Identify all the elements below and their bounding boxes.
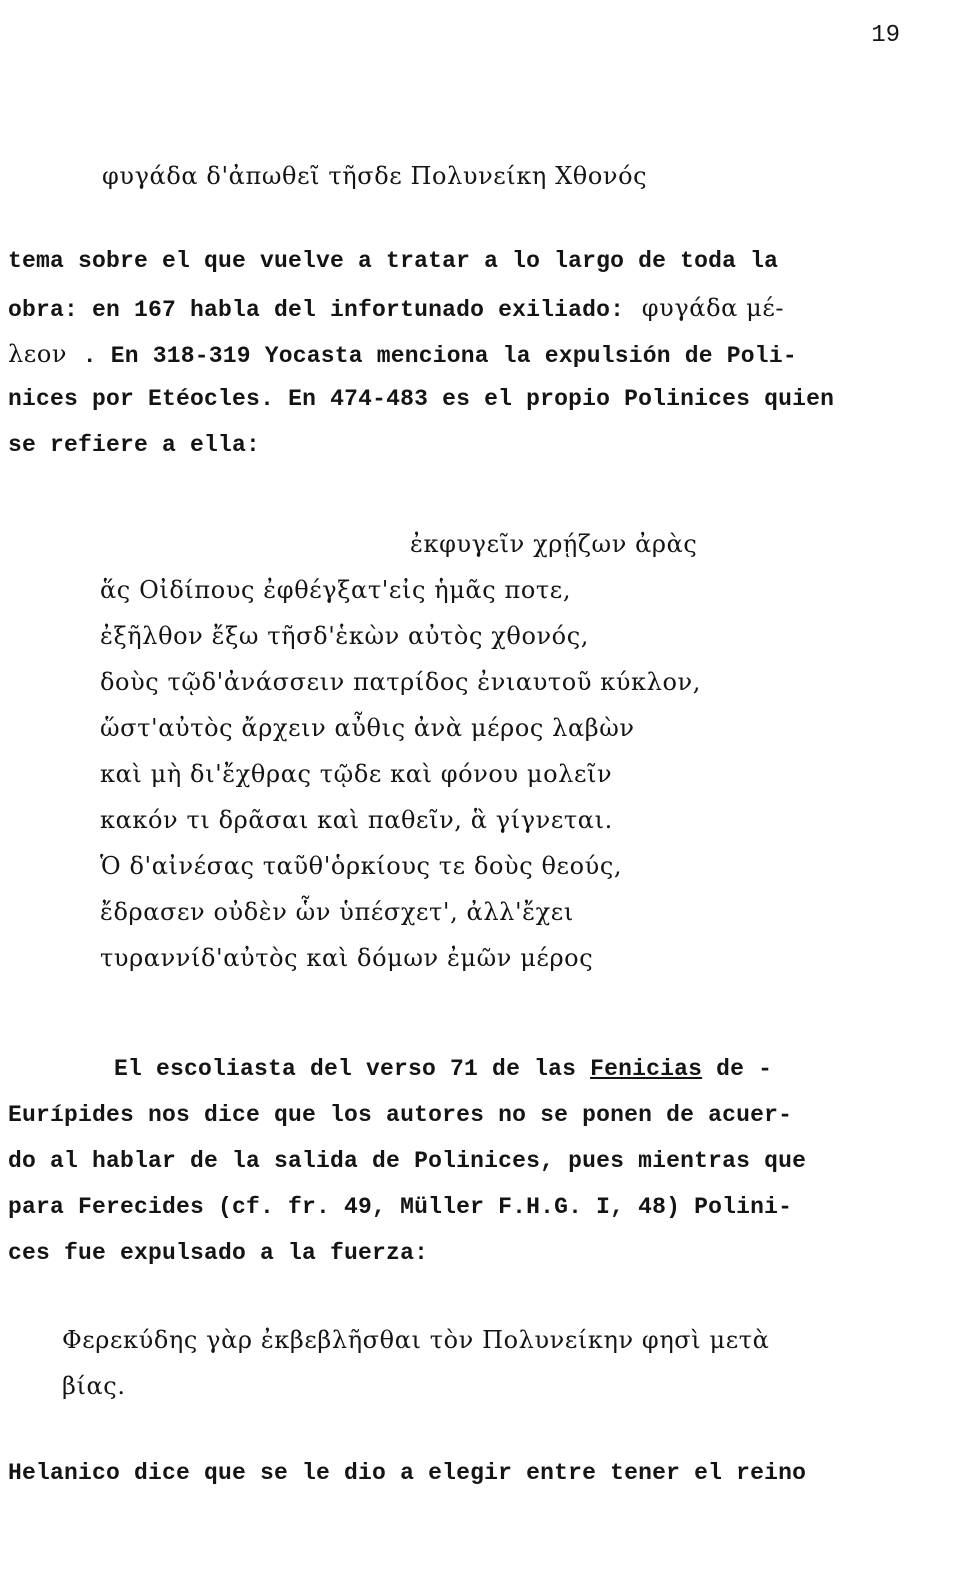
text-line: [114, 1056, 772, 1082]
verse-line: τυραννίδ'αὐτὸς καὶ δόμων ἐμῶν μέρος: [100, 944, 594, 972]
verse-line: δοὺς τῷδ'ἀνάσσειν πατρίδος ἐνιαυτοῦ κύκλον,: [100, 668, 701, 696]
text-fragment: obra: en 167 habla del infortunado exiliado:: [8, 297, 625, 323]
text-line: Helanico dice que se le dio a elegir entre tener el reino: [8, 1460, 807, 1486]
verse-line: κακόν τι δρᾶσαι καὶ παθεῖν, ἃ γίγνεται.: [100, 806, 613, 834]
text-line: ces fue expulsado a la fuerza:: [8, 1240, 429, 1266]
verse-line: καὶ μὴ δι'ἔχθρας τῷδε καὶ φόνου μολεῖν: [100, 760, 613, 788]
text-line: do al hablar de la salida de Polinices, pues mientras que: [8, 1148, 807, 1174]
verse-line: ἐξῆλθον ἔξω τῆσδ'ἑκὼν αὐτὸς χθονός,: [100, 622, 589, 650]
text-fragment: . En 474-483 es el propio Polinices quien: [260, 386, 835, 412]
page-number: 19: [871, 22, 900, 49]
text-fragment: nices por: [8, 386, 149, 412]
text-line: [8, 386, 834, 412]
text-line: tema sobre el que vuelve a tratar a lo largo de toda la: [8, 248, 779, 274]
text-line: se refiere a ella:: [8, 432, 261, 458]
verse-line: ἔδρασεν οὐδὲν ὧν ὑπέσχετ', ἀλλ'ἔχει: [100, 898, 574, 926]
text-line: [8, 340, 797, 369]
greek-fragment: λεον: [8, 340, 68, 368]
person-name: Etéocles: [148, 386, 261, 412]
text-line: para Ferecides (cf. fr. 49, Müller F.H.G. I, 48) Polini-: [8, 1194, 793, 1220]
verse-line: ἐκφυγεῖν χρῄζων ἀρὰς: [410, 530, 698, 558]
verse-line: ἅς Οἰδίπους ἐφθέγξατ'εἰς ἡμᾶς ποτε,: [100, 576, 572, 604]
text-fragment: El escoliasta del verso 71 de las: [114, 1056, 591, 1082]
text-fragment: . En 318-319 Yocasta menciona la expulsión de Poli-: [82, 343, 797, 369]
greek-quote-line: Φερεκύδης γὰρ ἐκβεβλῆσθαι τὸν Πολυνείκην φησὶ μετὰ: [62, 1326, 770, 1354]
verse-line: Ὁ δ'αἰνέσας ταῦθ'ὁρκίους τε δοὺς θεούς,: [100, 852, 623, 880]
text-line: [8, 294, 784, 323]
verse-line: ὥστ'αὐτὸς ἄρχειν αὖθις ἀνὰ μέρος λαβὼν: [100, 714, 635, 742]
greek-fragment: φυγάδα μέ-: [641, 294, 785, 322]
greek-quote-line: βίας.: [62, 1372, 126, 1400]
text-fragment: de -: [702, 1056, 773, 1082]
text-line: Eurípides nos dice que los autores no se ponen de acuer-: [8, 1102, 793, 1128]
greek-quote-line: φυγάδα δ'ἀπωθεῖ τῆσδε Πολυνείκη Χθονός: [102, 162, 648, 190]
work-title: Fenicias: [590, 1056, 703, 1082]
